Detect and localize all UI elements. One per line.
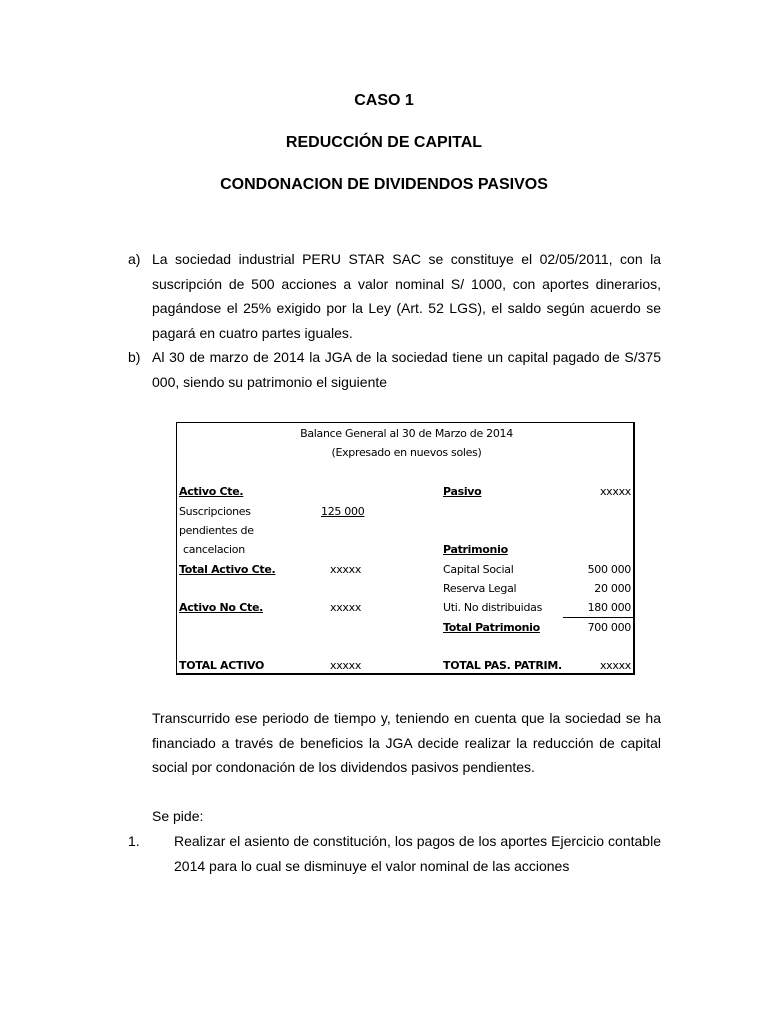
total-activo-value: xxxxx — [330, 659, 362, 672]
total-patrimonio-label: Total Patrimonio — [443, 621, 540, 634]
body-paragraph: Transcurrido ese periodo de tiempo y, teniendo en cuenta que la sociedad se ha financiado a través de beneficios la JGA decide realizar la reducción de capital social por condonación de los dividendos pasivos pendientes. — [152, 710, 661, 775]
balance-subtitle: (Expresado en nuevos soles) — [331, 446, 482, 459]
reserva-legal-value: 20 000 — [594, 582, 631, 595]
utilidades-value: 180 000 — [587, 601, 631, 614]
balance-sheet-table — [176, 422, 635, 675]
subtotal-rule — [563, 617, 634, 618]
task-1-text: Realizar el asiento de constitución, los pagos de los aportes Ejercicio contable 2014 para lo cual se disminuye el valor nominal de las acciones — [174, 833, 661, 874]
pasivo-label: Pasivo — [443, 485, 482, 498]
item-b-text: Al 30 de marzo de 2014 la JGA de la sociedad tiene un capital pagado de S/375 000, siendo su patrimonio el siguiente — [152, 349, 661, 390]
item-a-text: La sociedad industrial PERU STAR SAC se constituye el 02/05/2011, con la suscripción de 500 acciones a valor nominal S/ 1000, con aportes dinerarios, pagándose el 25% exigido por la Ley (Art. 52 LGS), el saldo según acuerdo se pagará en cuatro partes iguales. — [152, 251, 661, 341]
suscripciones-label-2: pendientes de — [179, 524, 254, 537]
capital-social-label: Capital Social — [443, 563, 514, 576]
utilidades-label: Uti. No distribuidas — [443, 601, 542, 614]
total-pas-patrim-value: xxxxx — [599, 659, 631, 672]
task-1-marker: 1. — [128, 833, 140, 849]
activo-no-cte-value: xxxxx — [330, 601, 362, 614]
total-activo-label: TOTAL ACTIVO — [179, 659, 265, 672]
activo-no-cte-label: Activo No Cte. — [179, 601, 263, 614]
se-pide-label: Se pide: — [152, 808, 204, 824]
case-number: CASO 1 — [354, 92, 414, 109]
capital-social-value: 500 000 — [587, 563, 631, 576]
suscripciones-label-1: Suscripciones — [179, 505, 251, 518]
total-activo-cte-value: xxxxx — [330, 563, 362, 576]
document-subtitle: CONDONACION DE DIVIDENDOS PASIVOS — [220, 176, 548, 193]
patrimonio-label: Patrimonio — [443, 543, 508, 556]
suscripciones-value: 125 000 — [321, 505, 365, 518]
balance-title: Balance General al 30 de Marzo de 2014 — [300, 427, 513, 440]
reserva-legal-label: Reserva Legal — [443, 582, 517, 595]
total-activo-cte-label: Total Activo Cte. — [179, 563, 276, 576]
total-pas-patrim-label: TOTAL PAS. PATRIM. — [443, 659, 562, 672]
item-b-marker: b) — [128, 349, 141, 365]
item-a-marker: a) — [128, 251, 141, 267]
activo-cte-label: Activo Cte. — [179, 485, 244, 498]
suscripciones-label-3: cancelacion — [183, 543, 245, 556]
total-patrimonio-value: 700 000 — [587, 621, 631, 634]
pasivo-value: xxxxx — [599, 485, 631, 498]
document-title: REDUCCIÓN DE CAPITAL — [285, 134, 483, 151]
